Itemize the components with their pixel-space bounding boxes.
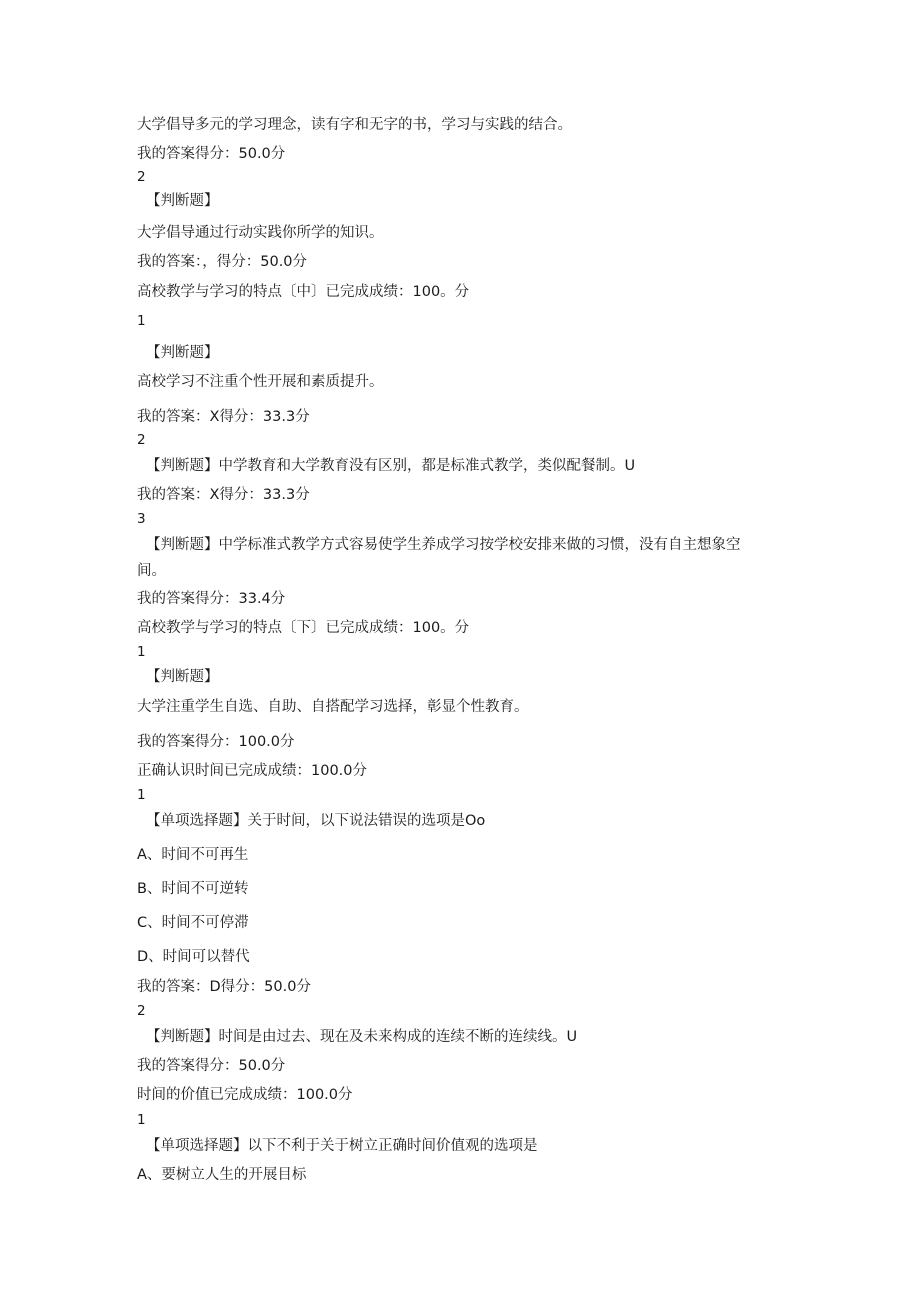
question-text: 【判断题】中学标准式教学方式容易使学生养成学习按学校安排来做的习惯，没有自主想象空 [146, 537, 741, 553]
section-heading: 正确认识时间已完成成绩：100.0分 [137, 763, 368, 779]
option-b: B、时间不可逆转 [137, 881, 249, 897]
question-text: 【单项选择题】关于时间，以下说法错误的选项是Oo [146, 813, 486, 829]
question-text: 高校学习不注重个性开展和素质提升。 [137, 374, 384, 390]
question-number: 1 [137, 313, 146, 329]
section-heading: 高校教学与学习的特点〔中〕已完成成绩：100。分 [137, 284, 470, 300]
question-number: 2 [137, 432, 146, 448]
option-a: A、要树立人生的开展目标 [137, 1167, 307, 1183]
answer-score-line: 我的答案：，得分：50.0分 [137, 254, 308, 270]
question-number: 2 [137, 1003, 146, 1019]
question-text: 【判断题】中学教育和大学教育没有区别，都是标准式教学，类似配餐制。U [146, 458, 636, 474]
section-heading: 时间的价值已完成成绩：100.0分 [137, 1087, 353, 1103]
question-text-continued: 间。 [137, 563, 166, 579]
section-heading: 高校教学与学习的特点〔下〕已完成成绩：100。分 [137, 620, 470, 636]
question-text: 大学注重学生自选、自助、自搭配学习选择，彰显个性教育。 [137, 699, 529, 715]
question-number: 3 [137, 511, 146, 527]
question-type: 【判断题】 [146, 345, 219, 361]
answer-score-line: 我的答案：X得分：33.3分 [137, 409, 310, 425]
text-line: 大学倡导多元的学习理念，读有字和无字的书，学习与实践的结合。 [137, 117, 572, 133]
question-type: 【判断题】 [146, 193, 219, 209]
question-text: 大学倡导通过行动实践你所学的知识。 [137, 225, 384, 241]
question-text: 【判断题】时间是由过去、现在及未来构成的连续不断的连续线。U [146, 1029, 578, 1045]
answer-score-line: 我的答案得分：50.0分 [137, 146, 286, 162]
answer-score-line: 我的答案：D得分：50.0分 [137, 979, 311, 995]
question-number: 2 [137, 169, 146, 185]
option-d: D、时间可以替代 [137, 949, 250, 965]
answer-score-line: 我的答案得分：50.0分 [137, 1058, 286, 1074]
option-a: A、时间不可再生 [137, 847, 249, 863]
option-c: C、时间不可停滞 [137, 915, 249, 931]
question-number: 1 [137, 644, 146, 660]
question-text: 【单项选择题】以下不利于关于树立正确时间价值观的选项是 [146, 1138, 538, 1154]
question-type: 【判断题】 [146, 669, 219, 685]
answer-score-line: 我的答案得分：33.4分 [137, 591, 286, 607]
answer-score-line: 我的答案得分：100.0分 [137, 734, 295, 750]
question-number: 1 [137, 1112, 146, 1128]
question-number: 1 [137, 787, 146, 803]
answer-score-line: 我的答案：X得分：33.3分 [137, 487, 310, 503]
